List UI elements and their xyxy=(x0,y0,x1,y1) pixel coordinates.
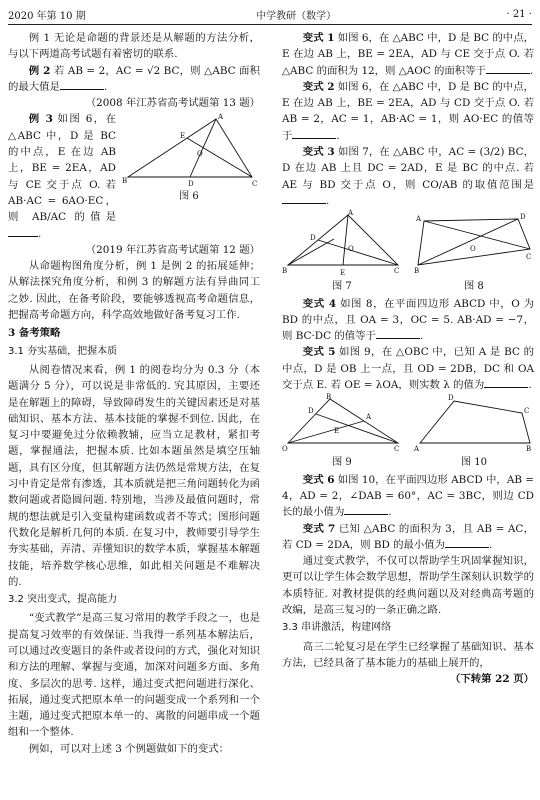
example-3-block xyxy=(8,111,260,241)
figure-8-diagram xyxy=(414,209,534,279)
paragraph-intro: 例 1 无论是命题的背景还是从解题的方法分析，与以下两道高考试题有着密切的联系. xyxy=(8,32,260,61)
fig6-label: C xyxy=(252,180,258,189)
fig9-label: E xyxy=(334,427,340,436)
example-3-label: 例 3 xyxy=(28,113,53,126)
example-3-source: （2019 年江苏省高考试题第 12 题） xyxy=(85,243,260,256)
answer-blank xyxy=(484,377,528,388)
figure-10-caption: 图 10 xyxy=(461,457,487,469)
figure-10-diagram xyxy=(414,393,534,455)
fig6-label: B xyxy=(122,177,128,186)
variant-6-text: 如图 10，在平面四边形 ABCD 中，AB = 4，AD = 2，∠DAB = 60°，AC = 3BC，则边 CD 长的最小值为 xyxy=(282,473,534,519)
figures-9-10 xyxy=(282,393,534,471)
answer-blank xyxy=(8,226,38,237)
fig9-label: A xyxy=(366,413,372,422)
continued-note: （下转第 22 页） xyxy=(449,673,534,686)
figure-7-caption: 图 7 xyxy=(332,281,352,293)
fig9-label: C xyxy=(394,445,400,454)
variant-6-label: 变式 6 xyxy=(302,473,335,486)
section-3-heading: 3 备考策略 xyxy=(8,327,61,340)
fig9-label: D xyxy=(308,407,314,416)
section-3-3-heading: 3.3 串讲激活，构建网络 xyxy=(282,622,392,634)
fig8-label: C xyxy=(526,253,532,262)
fig8-label: A xyxy=(416,215,422,224)
fig6-label: O xyxy=(197,150,203,159)
paragraph-analysis: 从命题构图角度分析，例 1 是例 2 的拓展延伸；从解法探究角度分析，和例 3 的解题方法有异曲同工之妙. 因此，在备考阶段，要能够透视高考命题信息，把握高考命题方向，科学高效地做好备考复习工作. xyxy=(8,260,260,322)
answer-blank xyxy=(60,79,104,90)
example-2: 例 2 若 AB = 2，AC = √2 BC，则 △ABC 面积的最大值是 . xyxy=(8,64,260,93)
fig8-label: O xyxy=(470,245,476,254)
fig10-label: B xyxy=(526,445,532,454)
figure-9-caption: 图 9 xyxy=(332,457,352,469)
variant-3-text: 如图 7，在 △ABC 中，AC = (3/2) BC，D 在边 AB 上且 DC = 2AD，E 是 BC 的中点. 若 AE 与 BD 交于点 O，则 CO/AB 的取值范围是 xyxy=(282,146,534,191)
answer-blank xyxy=(445,537,489,548)
variant-4-text: 如图 8，在平面四边形 ABCD 中，O 为 BD 的中点，且 OA = 3，OC = 5. AB·AD = −7，则 BC·DC 的值等于 xyxy=(282,297,534,343)
answer-blank xyxy=(344,504,388,515)
fig7-label: E xyxy=(340,269,346,278)
answer-blank xyxy=(282,193,326,204)
example-2-label: 例 2 xyxy=(28,64,51,77)
fig7-label: A xyxy=(348,209,354,218)
figure-8 xyxy=(414,209,534,295)
page-header xyxy=(8,6,532,22)
variant-5: 变式 5 如图 9，在 △OBC 中，已知 A 是 BC 的中点，D 是 OB 上一点，且 OD = 2DB，DC 和 OA 交于点 E. 若 OE = λOA，则实数 λ 的值为 . xyxy=(282,346,534,392)
fig9-label: B xyxy=(326,393,332,402)
variant-1-text: 如图 6，在 △ABC 中，D 是 BC 的中点，E 在边 AB 上，BE = 2EA，AD 与 CE 交于点 O. 若 △ABC 的面积为 12，则 △AOC 的面积等于 xyxy=(282,32,534,77)
fig10-label: A xyxy=(414,445,420,454)
variant-5-text: 如图 9，在 △OBC 中，已知 A 是 BC 的中点，D 是 OB 上一点，且 OD = 2DB，DC 和 OA 交于点 E. 若 OE = λOA，则实数 λ 的值为 xyxy=(282,346,534,392)
fig7-label: D xyxy=(310,234,316,243)
variant-3: 变式 3 如图 7，在 △ABC 中，AC = (3/2) BC，D 在边 AB 上且 DC = 2AD，E 是 BC 的中点. 若 AE 与 BD 交于点 O，则 CO/AB 的取值范围是. xyxy=(282,146,534,207)
paragraph-3-2: “变式教学”是高三复习常用的教学手段之一，也是提高复习效率的有效保证. 当我得一系列基本解法后，可以通过改变题目的条件或者设问的方式，强化对知识和方法的理解、掌握与变通，加深对问题多方面、多角度、多层次的思考. 这样，通过变式把问题进行深化、拓展，通过变式把原本单一的问题变成一个系列和一个主题，通过变式把原本单一的、离散的问题串成一个题组和一个整体. xyxy=(8,612,260,739)
variant-2: 变式 2 如图 6，在 △ABC 中，D 是 BC 的中点，E 在边 AB 上，BE = 2EA，AD 与 CD 交于点 O. 若 AB = 2，AC = 1，AB·AC = 1，则 AO·EC 的值等于 . xyxy=(282,80,534,142)
fig10-label: C xyxy=(524,407,530,416)
figure-6-caption: 图 6 xyxy=(179,191,199,203)
variant-2-text: 如图 6，在 △ABC 中，D 是 BC 的中点，E 在边 AB 上，BE = 2EA，AD 与 CD 交于点 O. 若 AB = 2，AC = 1，AB·AC = 1，则 AO·EC 的值等于 xyxy=(282,80,534,142)
example-2-text: 若 AB = 2，AC = √2 BC，则 △ABC 面积的最大值是 xyxy=(8,64,260,93)
paragraph-variants-summary: 通过变式教学，不仅可以帮助学生巩固掌握知识，更可以让学生体会数学思想，帮助学生深刻认识数学的本质特征. 对教材提供的经典问题以及对经典高考题的改编，是高三复习的一条正确之路. xyxy=(282,555,534,617)
variant-1-label: 变式 1 xyxy=(302,32,335,44)
fig8-label: B xyxy=(414,267,420,276)
paragraph-3-3: 高三二轮复习是在学生已经掌握了基础知识、基本方法，已经具备了基本能力的基础上展开的， xyxy=(282,640,534,669)
variant-5-label: 变式 5 xyxy=(302,346,336,359)
variant-2-label: 变式 2 xyxy=(302,80,335,93)
page-number: · 21 · xyxy=(506,8,532,20)
example-3-text: 如图 6，在 △ABC 中，D 是 BC 的中点，E 在边 AB 上，BE = 2EA，AD 与 CE 交于点 O. 若 AB·AC = 6AO·EC，则 AB/AC 的值是 xyxy=(8,113,116,224)
fig6-label: E xyxy=(180,132,186,141)
header-rule xyxy=(8,24,532,25)
section-3-1-heading: 3.1 夯实基础，把握本质 xyxy=(8,345,118,357)
fig8-label: D xyxy=(520,213,526,222)
answer-blank xyxy=(376,328,420,339)
fig10-label: D xyxy=(448,394,454,403)
figure-7 xyxy=(282,209,402,295)
fig6-label: D xyxy=(188,180,194,189)
variant-7: 变式 7 已知 △ABC 的面积为 3，且 AB = AC，若 CD = 2DA，则 BD 的最小值为 . xyxy=(282,522,534,551)
paragraph-3-1: 从阅卷情况来看，例 1 的阅卷均分为 0.3 分（本题满分 5 分），可以说是非常低的. 究其原因，主要还是在解题上的障碍，导致障碍发生的关键因素还是对基础知识、基本方法、基本技能的掌握不到位. 因此，在复习中要避免过分依赖教辅，应当立足教材，紧扣考题，掌握通法，把握本质. 比如本题虽然是填空压轴题，具有区分度，但其解题方法仍然是常规方法，在复习中肯定是常有渗透，其本质就是把三角问题转化为函数问题或者隐圆问题. 特别地，当涉及最值问题时，常规的想法就是引入变量构建函数或者不等式；图形问题代数化是解析几何的本质. 在复习中，教师要引导学生夯实基础，弄清、弄懂知识的数学本质，掌握基本解题技能，培养数学核心思维，如此相关问题是不难解决的. xyxy=(8,363,260,588)
fig9-label: O xyxy=(282,445,288,454)
journal-title: 中学教研（数学） xyxy=(256,10,337,22)
figure-10 xyxy=(414,393,534,471)
figure-7-diagram xyxy=(282,209,402,279)
figure-9 xyxy=(282,393,402,471)
issue-label: 2020 年第 10 期 xyxy=(8,10,86,22)
variant-7-label: 变式 7 xyxy=(302,522,336,535)
fig7-label: O xyxy=(348,245,354,254)
fig7-label: B xyxy=(282,267,288,276)
answer-blank xyxy=(292,128,336,139)
figure-6-diagram xyxy=(120,111,258,189)
paragraph-variants-intro: 例如，可以对上述 3 个例题做如下的变式： xyxy=(28,742,230,755)
example-2-source: （2008 年江苏省高考试题第 13 题） xyxy=(85,97,260,110)
figure-6 xyxy=(120,111,258,241)
right-column xyxy=(282,30,534,688)
fig6-label: A xyxy=(218,113,224,122)
variant-1: 变式 1 如图 6，在 △ABC 中，D 是 BC 的中点，E 在边 AB 上，BE = 2EA，AD 与 CE 交于点 O. 若 △ABC 的面积为 12，则 △AOC 的面积等于 . xyxy=(282,32,534,77)
variant-7-text: 已知 △ABC 的面积为 3，且 AB = AC，若 CD = 2DA，则 BD 的最小值为 xyxy=(282,522,534,551)
answer-blank xyxy=(486,63,530,74)
variant-3-label: 变式 3 xyxy=(302,146,335,159)
variant-4: 变式 4 如图 8，在平面四边形 ABCD 中，O 为 BD 的中点，且 OA = 3，OC = 5. AB·AD = −7，则 BC·DC 的值等于 . xyxy=(282,297,534,343)
example-3: 例 3 如图 6，在 △ABC 中，D 是 BC 的中点，E 在边 AB 上，BE = 2EA，AD 与 CE 交于点 O. 若 AB·AC = 6AO·EC，则 AB/AC 的值是. xyxy=(8,113,116,240)
figures-7-8 xyxy=(282,209,534,295)
left-column xyxy=(8,30,260,757)
figure-9-diagram xyxy=(282,393,402,455)
section-3-2-heading: 3.2 突出变式，提高能力 xyxy=(8,594,118,606)
variant-6: 变式 6 如图 10，在平面四边形 ABCD 中，AB = 4，AD = 2，∠DAB = 60°，AC = 3BC，则边 CD 长的最小值为 . xyxy=(282,473,534,519)
fig7-label: C xyxy=(394,267,400,276)
variant-4-label: 变式 4 xyxy=(302,297,337,310)
figure-8-caption: 图 8 xyxy=(464,281,484,293)
